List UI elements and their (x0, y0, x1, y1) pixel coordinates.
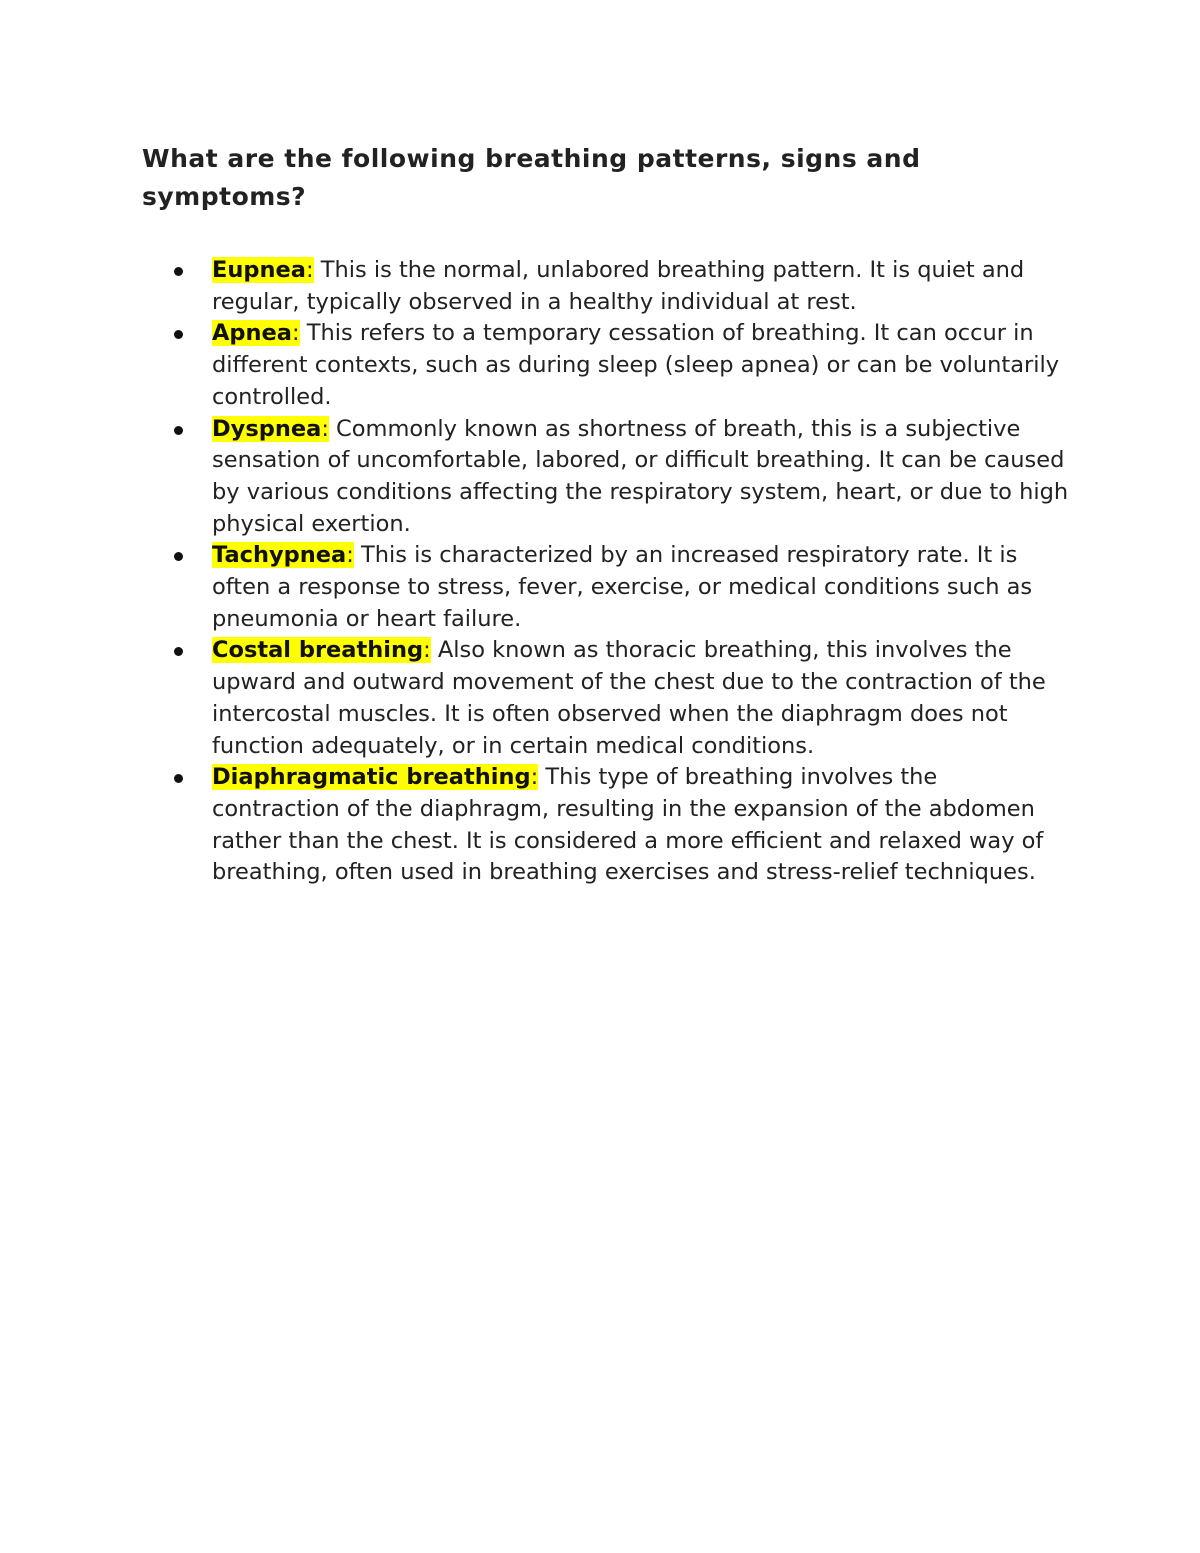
term-separator: : (321, 415, 329, 442)
bullet-icon (174, 426, 183, 435)
term-diaphragmatic-breathing: Diaphragmatic breathing (212, 764, 531, 791)
breathing-pattern-list (142, 255, 1072, 889)
list-item-tachypnea (142, 540, 1072, 635)
term-separator: : (305, 257, 314, 283)
term-tachypnea: Tachypnea (212, 542, 347, 569)
bullet-icon (174, 774, 183, 783)
description-apnea: This refers to a temporary cessation of breathing. It can occur in different contexts, such as during sleep (sleep apnea) or can be voluntarily controlled. (212, 320, 1060, 410)
list-item-diaphragmatic-breathing (142, 762, 1072, 889)
description-dyspnea: Commonly known as shortness of breath, this is a subjective sensation of uncomfortable, labored, or difficult breathing. It can be caused by various conditions affecting the respiratory system, heart, or due to high physical exertion. (212, 415, 1069, 537)
list-item-apnea (142, 318, 1072, 413)
description-diaphragmatic-breathing: This type of breathing involves the contraction of the diaphragm, resulting in the expansion of the abdomen rather than the chest. It is considered a more efficient and relaxed way of breathing, often used in breathing exercises and stress-relief techniques. (212, 764, 1044, 886)
list-item-dyspnea (142, 414, 1072, 541)
description-costal-breathing: Also known as thoracic breathing, this involves the upward and outward movement of the chest due to the contraction of the intercostal muscles. It is often observed when the diaphragm does not function adequately, or in certain medical conditions. (212, 637, 1046, 759)
description-tachypnea: This is characterized by an increased respiratory rate. It is often a response to stress, fever, exercise, or medical conditions such as pneumonia or heart failure. (212, 542, 1033, 632)
term-apnea: Apnea (212, 320, 292, 347)
document-title: What are the following breathing patterns, signs and symptoms? (142, 144, 921, 211)
bullet-icon (174, 267, 183, 276)
term-separator: : (423, 637, 431, 664)
term-separator: : (530, 764, 539, 791)
term-eupnea: Eupnea (212, 257, 306, 283)
bullet-icon (174, 647, 183, 656)
list-item-eupnea (142, 255, 1072, 318)
term-separator: : (346, 542, 354, 569)
term-costal-breathing: Costal breathing (212, 637, 424, 664)
document-content (142, 140, 1072, 889)
description-eupnea: This is the normal, unlabored breathing pattern. It is quiet and regular, typically observed in a healthy individual at rest. (212, 257, 1025, 315)
term-dyspnea: Dyspnea (212, 415, 322, 442)
term-separator: : (291, 320, 300, 347)
bullet-icon (174, 552, 183, 561)
list-item-costal-breathing (142, 635, 1072, 762)
bullet-icon (174, 330, 183, 339)
